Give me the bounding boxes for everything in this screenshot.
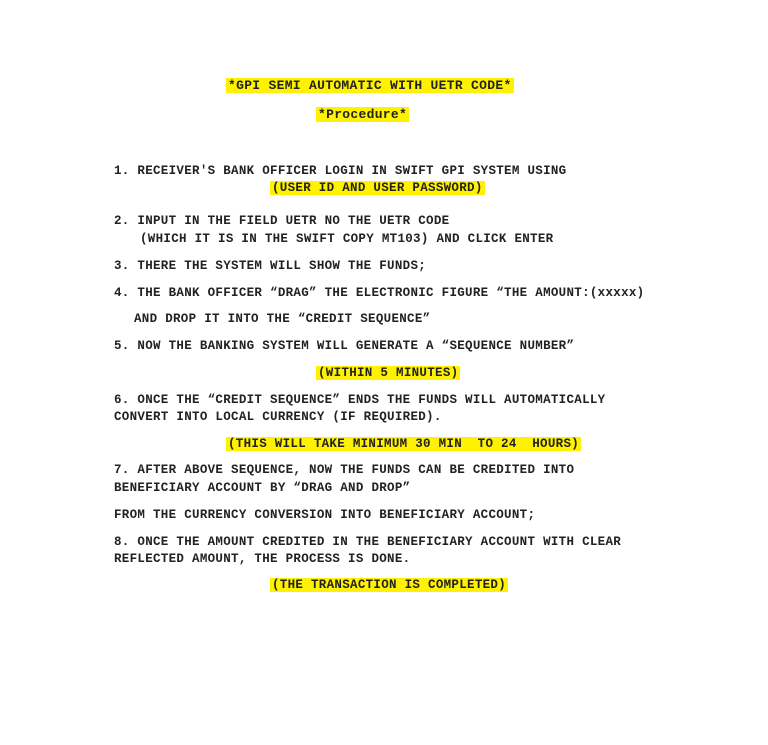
- step-7-note: FROM THE CURRENCY CONVERSION INTO BENEFICIARY ACCOUNT;: [114, 508, 536, 522]
- subtitle-text: *Procedure*: [318, 107, 408, 122]
- step-8-highlight-text: (THE TRANSACTION IS COMPLETED): [272, 578, 507, 592]
- step-5-highlight: [316, 365, 460, 381]
- step-7-text: 7. AFTER ABOVE SEQUENCE, NOW THE FUNDS CAN BE CREDITED INTO: [114, 463, 575, 477]
- title-text: *GPI SEMI AUTOMATIC WITH UETR CODE*: [228, 78, 512, 93]
- step-6-highlight-text: (THIS WILL TAKE MINIMUM 30 MIN TO 24 HOURS): [228, 437, 580, 451]
- step-4-text: 4. THE BANK OFFICER “DRAG” THE ELECTRONIC FIGURE “THE AMOUNT:(xxxxx): [114, 286, 645, 300]
- step-7-continuation: BENEFICIARY ACCOUNT BY “DRAG AND DROP”: [114, 481, 411, 495]
- document-title: [226, 78, 514, 94]
- step-8-text: 8. ONCE THE AMOUNT CREDITED IN THE BENEFICIARY ACCOUNT WITH CLEAR: [114, 535, 622, 549]
- step-6-text: 6. ONCE THE “CREDIT SEQUENCE” ENDS THE FUNDS WILL AUTOMATICALLY: [114, 393, 606, 407]
- step-3-text: 3. THERE THE SYSTEM WILL SHOW THE FUNDS;: [114, 259, 427, 273]
- step-2-text: 2. INPUT IN THE FIELD UETR NO THE UETR CODE: [114, 214, 450, 228]
- step-5-text: 5. NOW THE BANKING SYSTEM WILL GENERATE A “SEQUENCE NUMBER”: [114, 339, 575, 353]
- step-1-highlight-text: (USER ID AND USER PASSWORD): [272, 181, 483, 195]
- step-6-continuation: CONVERT INTO LOCAL CURRENCY (IF REQUIRED).: [114, 410, 442, 424]
- step-1-text: 1. RECEIVER'S BANK OFFICER LOGIN IN SWIFT GPI SYSTEM USING: [114, 164, 567, 178]
- step-1-highlight: [270, 180, 485, 196]
- step-8-highlight: [270, 577, 508, 593]
- document-subtitle: [316, 107, 409, 123]
- step-8-continuation: REFLECTED AMOUNT, THE PROCESS IS DONE.: [114, 552, 411, 566]
- step-5-highlight-text: (WITHIN 5 MINUTES): [318, 366, 459, 380]
- step-2-continuation: (WHICH IT IS IN THE SWIFT COPY MT103) AND CLICK ENTER: [140, 232, 554, 246]
- step-4-continuation: AND DROP IT INTO THE “CREDIT SEQUENCE”: [134, 312, 431, 326]
- step-6-highlight: [226, 436, 581, 452]
